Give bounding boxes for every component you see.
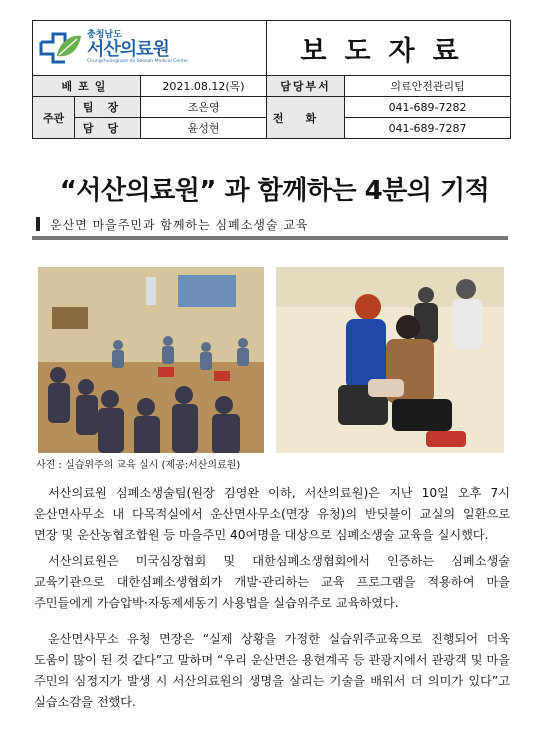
classroom-photo-image (38, 267, 264, 453)
photo-caption: 사진 : 실습위주의 교육 실시 (제공:서산의료원) (36, 460, 241, 471)
logo-english: Chungcheongnam-do Seosan Medical Center (87, 58, 189, 64)
body-paragraph-3: 운산면사무소 유청 면장은 “실제 상황을 가정한 실습위주교육으로 진행되어 더욱 도움이 많이 된 것 같다”고 말하며 “우리 운산면은 용현계곡 등 관광지에서 관광객 및 마을 주민의 심정지가 발생 시 서산의료원의 생명을 살리는 기술을 배워서 더 의미가 있다”고 실습소감을 전했다. (34, 632, 510, 709)
label-phone: 전화 (267, 97, 345, 139)
logo-region: 충청남도 (87, 30, 122, 41)
label-organizer: 주관 (33, 97, 75, 139)
hospital-logo (37, 30, 266, 66)
subheadline-marker (36, 217, 40, 231)
label-release-date: 배포일 (33, 76, 141, 97)
phone-contact-person: 041-689-7287 (345, 118, 511, 139)
subheadline: 운산면 마을주민과 함께하는 심폐소생술 교육 (50, 217, 309, 232)
logo-name: 서산의료원 (87, 38, 169, 60)
cross-leaf-icon (37, 30, 83, 66)
logo-cell (33, 21, 267, 76)
contact-person: 윤성현 (141, 118, 267, 139)
photo-classroom (38, 267, 264, 453)
cpr-practice-photo-image (276, 267, 504, 453)
subheadline-bar (32, 212, 508, 240)
team-leader: 조은영 (141, 97, 267, 118)
label-contact-person: 담당 (75, 118, 141, 139)
phone-team-leader: 041-689-7282 (345, 97, 511, 118)
label-team-leader: 팀장 (75, 97, 141, 118)
headline: “서산의료원” 과 함께하는 4분의 기적 (59, 176, 490, 206)
release-date: 2021.08.12(목) (141, 76, 267, 97)
doc-title: 보도자료 (267, 21, 511, 76)
body-paragraph-1: 서산의료원 심폐소생술팀(원장 김영완 이하, 서산의료원)은 지난 10일 오후 7시 운산면사무소 내 다목적실에서 운산면사무소(면장 유청)의 반딧불이 교실의 일환으로 면장 및 운산농협조합원 등 마을주민 40여명을 대상으로 심폐소생술 교육을 실시했다. (34, 486, 510, 542)
label-department: 담당부서 (267, 76, 345, 97)
department: 의료안전관리팀 (345, 76, 511, 97)
photo-cpr-practice (276, 267, 504, 453)
body-paragraph-2: 서산의료원은 미국심장협회 및 대한심폐소생협회에서 인증하는 심폐소생술 교육기관으로 대한심폐소생협회가 개발·관리하는 교육 프로그램을 적용하여 마을 주민들에게 가슴압박·자동제세동기 사용법을 실습위주로 교육하였다. (34, 554, 510, 610)
press-release-header-table (32, 20, 511, 139)
